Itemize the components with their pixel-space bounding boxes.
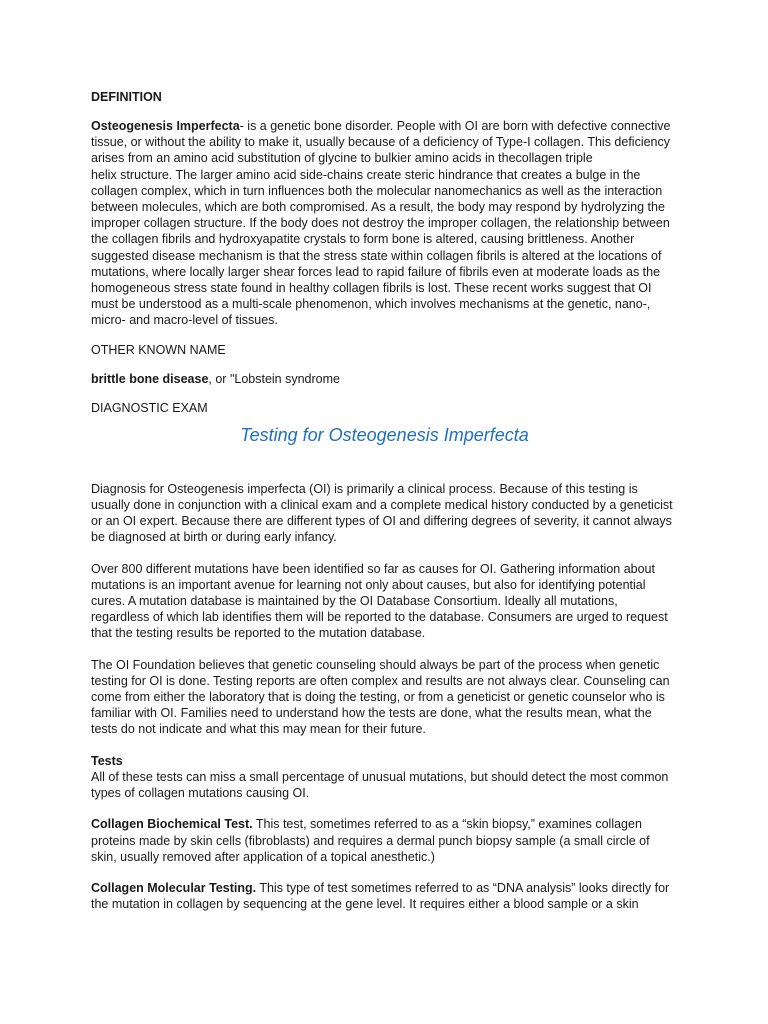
definition-line: must be understood as a multi-scale phenomenon, which involves mechanisms at the genetic, nano-,: [91, 297, 651, 312]
definition-line: helix structure. The larger amino acid side-chains create steric hindrance that creates a bulge in the: [91, 167, 641, 182]
tests-heading: Tests: [91, 753, 123, 768]
definition-term: Osteogenesis Imperfecta: [91, 119, 240, 133]
definition-paragraph: [91, 118, 678, 329]
paragraph-line: This test, sometimes referred to as a “skin biopsy,” examines collagen: [252, 817, 642, 832]
paragraph-line: tests do not indicate and what this may mean for their future.: [91, 722, 426, 737]
diagnostic-heading: DIAGNOSTIC EXAM: [91, 400, 208, 415]
definition-line: improper collagen structure. If the body does not destroy the improper collagen, the relationship between: [91, 216, 670, 231]
paragraph-line: testing for OI is done. Testing reports are often complex and results are not always clear. Counseling can: [91, 673, 670, 688]
definition-line: - is a genetic bone disorder. People with OI are born with defective connective: [239, 119, 671, 133]
molecular-test-heading: Collagen Molecular Testing.: [91, 880, 257, 895]
paragraph-line: Diagnosis for Osteogenesis imperfecta (OI) is primarily a clinical process. Because of this testing is: [91, 481, 638, 496]
diagnosis-paragraph: [91, 481, 678, 546]
paragraph-line: Over 800 different mutations have been identified so far as causes for OI. Gathering information about: [91, 561, 655, 576]
paragraph-line: the mutation in collagen by sequencing at the gene level. It requires either a blood sample or a skin: [91, 897, 639, 912]
other-name-rest: , or "Lobstein syndrome: [208, 371, 340, 386]
paragraph-line: familiar with OI. Families need to understand how the tests are done, what the results mean, what the: [91, 706, 652, 721]
paragraph-line: or an OI expert. Because there are different types of OI and differing degrees of severity, it cannot always: [91, 514, 672, 529]
paragraph-line: types of collagen mutations causing OI.: [91, 786, 310, 801]
biochemical-test-heading: Collagen Biochemical Test.: [91, 817, 253, 832]
definition-line: suggested disease mechanism is that the stress state within collagen fibrils is altered at the locations of: [91, 248, 662, 263]
paragraph-line: All of these tests can miss a small percentage of unusual mutations, but should detect the most common: [91, 769, 669, 784]
other-name-paragraph: [91, 371, 678, 387]
paragraph-line: proteins made by skin cells (fibroblasts) and requires a dermal punch biopsy sample (a small circle of: [91, 833, 650, 848]
paragraph-line: be diagnosed at birth or during early infancy.: [91, 530, 337, 545]
definition-heading: DEFINITION: [91, 90, 162, 104]
counseling-paragraph: [91, 657, 678, 738]
mutations-paragraph: [91, 561, 678, 642]
definition-line: collagen complex, which in turn influences both the molecular nanomechanics as well as the interaction: [91, 183, 663, 198]
paragraph-line: The OI Foundation believes that genetic counseling should always be part of the process when genetic: [91, 657, 660, 672]
molecular-test-paragraph: [91, 880, 678, 912]
biochemical-test-paragraph: [91, 816, 678, 865]
paragraph-line: mutations is an important avenue for learning not only about causes, but also for identifying potential: [91, 577, 646, 592]
definition-line: between molecules, which are both compromised. As a result, the body may respond by hydrolyzing the: [91, 200, 665, 215]
other-name-bold: brittle bone disease: [91, 371, 209, 386]
definition-line: homogeneous stress state found in healthy collagen fibrils is lost. These recent works suggest that OI: [91, 281, 652, 296]
paragraph-line: This type of test sometimes referred to as “DNA analysis” looks directly for: [256, 880, 670, 895]
definition-line: the collagen fibrils and hydroxyapatite crystals to form bone is altered, causing brittleness. Another: [91, 232, 635, 247]
other-name-heading: OTHER KNOWN NAME: [91, 342, 226, 357]
definition-line: tissue, or without the ability to make it, usually because of a deficiency of Type-I collagen. This deficiency: [91, 135, 671, 150]
section-title: Testing for Osteogenesis Imperfecta: [240, 424, 529, 445]
paragraph-line: regardless of which lab identifies them will be reported to the database. Consumers are urged to request: [91, 610, 668, 625]
paragraph-line: come from either the laboratory that is doing the testing, or from a geneticist or genetic counselor who is: [91, 690, 665, 705]
definition-line: arises from an amino acid substitution of glycine to bulkier amino acids in thecollagen triple: [91, 151, 593, 166]
definition-line: micro- and macro-level of tissues.: [91, 313, 278, 328]
paragraph-line: that the testing results be reported to the mutation database.: [91, 626, 426, 641]
paragraph-line: skin, usually removed after application of a topical anesthetic.): [91, 849, 435, 864]
paragraph-line: usually done in conjunction with a clinical exam and a complete medical history conducted by a geneticist: [91, 498, 673, 513]
definition-line: mutations, where locally larger shear forces lead to rapid failure of fibrils even at moderate loads as the: [91, 264, 661, 279]
paragraph-line: cures. A mutation database is maintained by the OI Database Consortium. Ideally all mutations,: [91, 594, 618, 609]
tests-paragraph: [91, 753, 678, 802]
